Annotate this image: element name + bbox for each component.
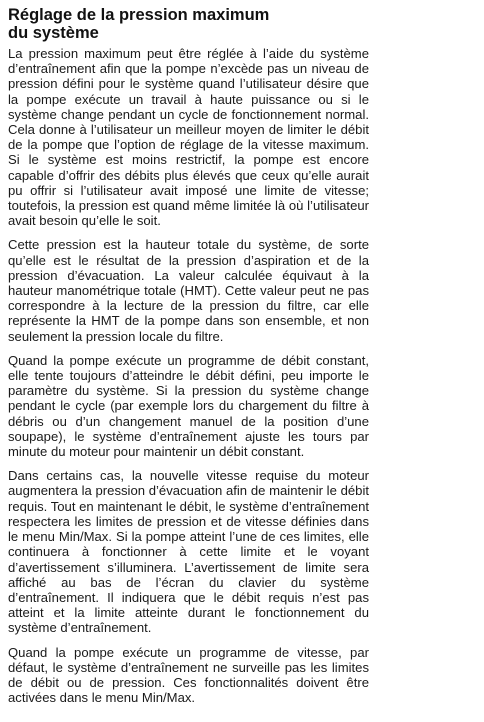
document-section [8,6,369,714]
paragraph-speed-program: Quand la pompe exécute un programme de vitesse, par défaut, le système d’entraînement ne surveille pas les limites de débit ou de pression. Ces fonctionnalités doivent être activées dans le menu Min/Max. [8,644,369,706]
section-title [8,6,369,42]
paragraph-constant-flow: Quand la pompe exécute un programme de débit constant, elle tente toujours d’atteindre le débit défini, peu importe le paramètre du système. Si la pression du système change pendant le cycle (par exemple lors du chargement du filtre à débris ou d’un changement manuel de la position d’une soupape), le système d’entraînement ajuste les tours par minute du moteur pour maintenir un débit constant. [8,352,369,460]
paragraph-pressure-setting: La pression maximum peut être réglée à l’aide du système d’entraînement afin que la pompe n’excède pas un niveau de pression défini pour le système quand l’utilisateur désire que la pompe exécute un travail à haute puissance ou si le système change pendant un cycle de fonctionnement normal. Cela donne à l’utilisateur un meilleur moyen de limiter le débit de la pompe que l’option de réglage de la vitesse maximum. Si le système est moins restrictif, la pompe est encore capable d’offrir des débits plus élevés que ceux qu’elle aurait pu offrir si l’utilisateur avait imposé une limite de vitesse; toutefois, la pression est quand même limitée là où l’utilisateur avait besoin qu’elle le soit. [8,46,369,229]
section-title-line-2: du système [8,24,99,42]
paragraph-total-head: Cette pression est la hauteur totale du système, de sorte qu’elle est le résultat de la pression d’aspiration et de la pression d’évacuation. La valeur calculée équivaut à la hauteur manométrique totale (HMT). Cette valeur peut ne pas correspondre à la lecture de la pression du filtre, car elle représente la HMT de la pompe dans son ensemble, et non seulement la pression locale du filtre. [8,237,369,344]
paragraph-limits: Dans certains cas, la nouvelle vitesse requise du moteur augmentera la pression d’évacuation afin de maintenir le débit requis. Tout en maintenant le débit, le système d’entraînement respectera les limites de pression et de vitesse définies dans le menu Min/Max. Si la pompe atteint l’une de ces limites, elle continuera à fonctionner à cette limite et le voyant d’avertissement s’illuminera. L’avertissement de limite sera affiché au bas de l’écran du clavier du système d’entraînement. Il indiquera que le débit requis n’est pas atteint et la limite atteinte durant le fonctionnement du système d’entraînement. [8,468,369,636]
section-title-line-1: Réglage de la pression maximum [8,6,270,24]
